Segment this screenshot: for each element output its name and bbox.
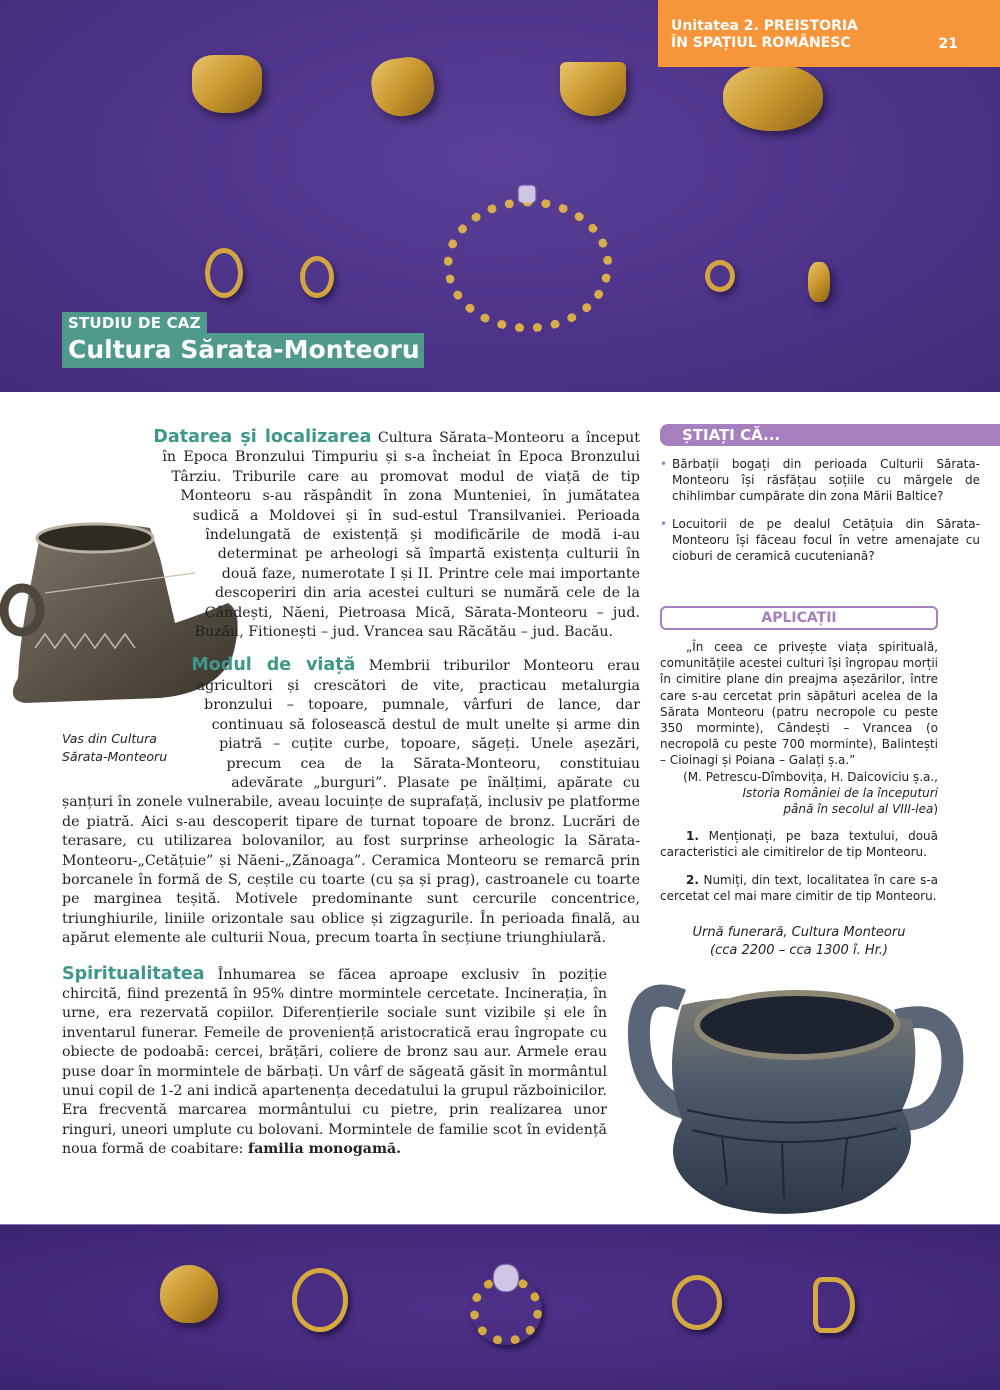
applications-quote: „În ceea ce privește viața spirituală, comunitățile acestei culturi își îngropau morții în cimitire plane din preajma așezărilor, între care s-au cercetat prin săpături acelea de la Sărata Monteoru (patru necropole cu peste 350 morminte), Cândești – Vrancea (o necropolă cu peste 700 morminte), Balintești – Cioinagi și Poiana – Galați ș.a.” (660, 640, 938, 768)
spirituality-bold-conclusion: familia monogamă. (247, 1141, 402, 1158)
unit-header-tab (658, 0, 1000, 67)
source-title-line2-wrap (783, 802, 938, 816)
question-1 (660, 828, 938, 860)
urn-caption (660, 924, 938, 960)
gold-ring-icon (192, 55, 262, 113)
spirituality-heading: Spiritualitatea (62, 963, 205, 984)
did-you-know-item-text: Bărbații bogați din perioada Culturii Sărata-Monteoru își răsfățau soțiile cu mărgele de chihlimbar cumpărate din zona Mării Baltice? (672, 457, 980, 504)
question-text: Numiți, din text, localitatea în care s-a cercetat cel mai mare cimitir de tip Monteoru. (660, 872, 938, 903)
gold-jewelry-photo (0, 0, 1000, 392)
lifestyle-text: Membrii triburilor Monteoru erau agricultori și crescători de vite, practicau metalurgia bronzului – topoare, pumnale, vârfuri de lance, dar continuau să folosească destul de mult unelte și arme din piatră – cuțite curbe, topoare, săgeți. Unele așezări, precum cea de la Sărata-Monteoru, constituiau adevărate „burguri”. Plasate pe înălțimi, apărate cu șanțuri în zonele vulnerabile, aveau locuințe de suprafață, inclusiv pe platforme de piatră. Aici s-au descoperit tipare de turnat topoare de bronz. Lucrări de terasare, cu utilizarea bolovanilor, au fost surprinse arheologic la Sărata-Monteoru-„Cetățuie” și Năeni-„Zănoaga”. Ceramica Monteoru se remarcă prin borcanele în formă de S, ceștile cu toarte (cu șa și prag), castroanele cu toarte pe marginea teșită. Motivele predominante sunt cercurile concentrice, triunghiurile, liniile orizontale sau oblice și zigzagurile. În perioada finală, au apărut elemente ale culturii Noua, precum toarta în secțiune triunghiulară. (62, 658, 640, 947)
applications-source (660, 769, 938, 818)
applications-box (660, 606, 938, 904)
crystal-bead-icon (494, 1265, 518, 1291)
question-number: 2. (686, 872, 699, 887)
case-study-banner (62, 312, 424, 368)
vessel-caption-line1: Vas din Cultura (62, 731, 157, 746)
vessel-caption-line2: Sărata-Monteoru (62, 749, 168, 764)
page-title: Cultura Sărata-Monteoru (62, 333, 424, 368)
case-study-label: STUDIU DE CAZ (62, 312, 207, 333)
dating-heading: Datarea și localizarea (153, 427, 372, 447)
did-you-know-item-text: Locuitorii de pe dealul Cetățuia din Sărata-Monteoru își făceau focul în vetre amenajate cu cioburi de ceramică cucuteniană? (672, 516, 980, 564)
question-number: 1. (686, 829, 699, 844)
list-item (660, 456, 980, 505)
unit-title-line1: Unitatea 2. PREISTORIA (671, 18, 858, 34)
source-title-line2: până în secolul al VIII-lea (783, 802, 934, 817)
source-authors: (M. Petrescu-Dîmbovița, H. Daicoviciu ș.a., (683, 769, 938, 784)
bullet-icon: • (660, 516, 668, 531)
urn-caption-line1: Urnă funerară, Cultura Monteoru (692, 925, 906, 940)
source-close: ) (933, 802, 938, 817)
earring-icon (300, 256, 334, 298)
list-item (660, 516, 980, 565)
source-title-line1: Istoria României de la începuturi (742, 785, 938, 800)
question-text: Menționați, pe baza textului, două caracteristici ale cimitirelor de tip Monteoru. (660, 829, 938, 860)
page-number: 21 (938, 36, 958, 52)
necklace-icon (444, 198, 612, 332)
gold-ring-icon (560, 62, 626, 116)
funerary-urn-photo (612, 960, 972, 1220)
spiral-earring-icon (160, 1265, 218, 1323)
earring-icon (205, 248, 243, 298)
did-you-know-box (660, 424, 1000, 575)
crystal-bead-icon (519, 186, 535, 202)
earring-icon (292, 1268, 348, 1332)
spirituality-paragraph (62, 965, 607, 1160)
bullet-icon: • (660, 457, 668, 471)
unit-title-line2: ÎN SPAȚIUL ROMÂNESC (671, 35, 851, 51)
did-you-know-title: ȘTIAȚI CĂ... (660, 424, 1000, 446)
spirituality-text: Înhumarea se făcea aproape exclusiv în poziție chircită, fiind prezentă în 95% dintre mormintele cercetate. Incinerația, în urne, era rezervată copiilor. Diferențierile sociale sunt vizibile și ele în inventarul funerar. Femeile de proveniență aristocratică erau îngropate cu obiecte de podoabă: cercei, brățări, coliere de bronz sau aur. Armele erau puse doar în mormintele de bărbați. Un vârf de săgeată găsit în mormântul unui copil de 1-2 ani indică apartenența decedatului la grupul războinicilor. Era frecventă marcarea mormântului cu pietre, prin realizarea unor ringuri, uneori umplute cu bolovani. Mormintele de familie scot în evidență noua formă de coabitare: (62, 966, 607, 1158)
gold-ring-icon (368, 54, 437, 120)
urn-caption-line2: (cca 2200 – cca 1300 î. Hr.) (710, 943, 888, 958)
earring-icon (705, 260, 735, 292)
did-you-know-list (660, 456, 1000, 564)
spiral-bead-icon (808, 262, 830, 302)
dating-text: Cultura Sărata–Monteoru a început în Epoca Bronzului Timpuriu și s-a încheiat în Epoca Bronzului Târziu. Triburile care au promovat modul de viață de tip Monteoru s-au răspândit în zona Munteniei, în jumătatea sudică a Moldovei și în sud-estul Transilvaniei. Perioada îndelungată de existență și modificările de modă i-au determinat pe arheologi să împartă existența culturii în două faze, numerotate I și II. Printre cele mai importante descoperiri din aria acestei culturi se numără cele de la Cândești, Năeni, Pietroasa Mică, Sărata-Monteoru – jud. Buzău, Fitionești – jud. Vrancea sau Răcătău – jud. Bacău. (162, 430, 640, 641)
lifestyle-heading: Modul de viață (191, 655, 356, 676)
gold-ring-icon (723, 65, 823, 131)
earring-icon (813, 1277, 855, 1333)
main-text-column (62, 428, 640, 1160)
applications-title: APLICAȚII (660, 606, 938, 630)
question-2 (660, 872, 938, 904)
urn-opening (697, 993, 897, 1057)
earring-icon (672, 1275, 722, 1330)
gold-earrings-photo (0, 1224, 1000, 1390)
